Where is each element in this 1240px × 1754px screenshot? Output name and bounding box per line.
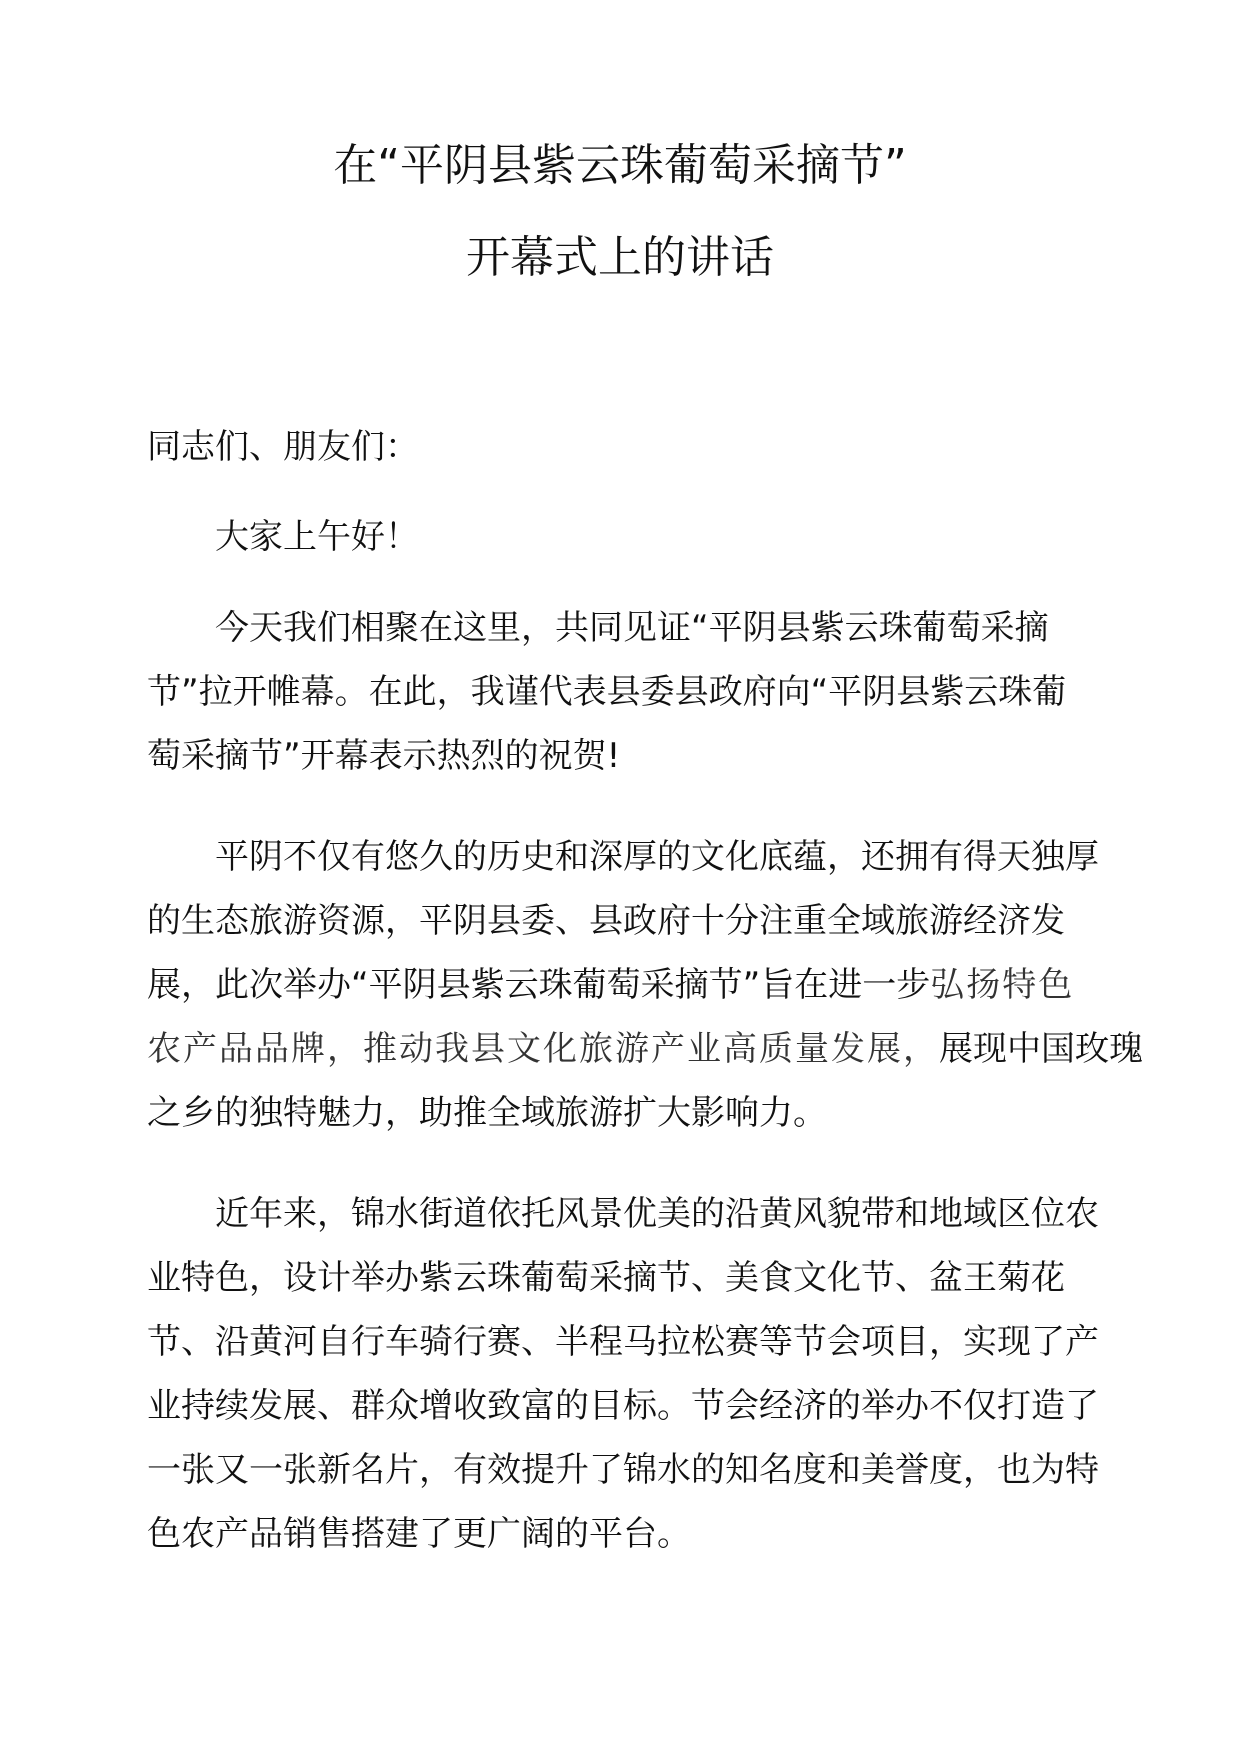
paragraph-line <box>147 1017 1143 1081</box>
paragraph-line: 业持续发展、群众增收致富的目标。节会经济的举办不仅打造了 <box>147 1386 1099 1426</box>
paragraph-2 <box>147 825 1143 1145</box>
paragraph-line: 一张又一张新名片，有效提升了锦水的知名度和美誉度，也为特 <box>147 1450 1099 1490</box>
paragraph-line-tail: 弘扬特色 <box>930 965 1075 1005</box>
title-line-2: 开幕式上的讲话 <box>466 232 774 283</box>
paragraph-line: 色农产品销售搭建了更广阔的平台。 <box>147 1514 691 1554</box>
paragraph-line: 节、沿黄河自行车骑行赛、半程马拉松赛等节会项目，实现了产 <box>147 1322 1099 1362</box>
paragraph-line: 近年来，锦水街道依托风景优美的沿黄风貌带和地域区位农 <box>215 1194 1099 1234</box>
paragraph-line <box>147 953 1102 1017</box>
paragraph-line-tail: 展现中国玫瑰 <box>939 1029 1143 1069</box>
title-line-1: 在“平阴县紫云珠葡萄采摘节” <box>333 140 907 191</box>
paragraph-line: 之乡的独特魅力，助推全域旅游扩大影响力。 <box>147 1093 827 1133</box>
paragraph-line: 节”拉开帷幕。在此，我谨代表县委县政府向“平阴县紫云珠葡 <box>147 672 1067 712</box>
paragraph-3 <box>147 1182 1102 1566</box>
paragraph-line: 今天我们相聚在这里，共同见证“平阴县紫云珠葡萄采摘 <box>215 608 1049 648</box>
salutation <box>147 415 1102 479</box>
greeting-text: 大家上午好！ <box>215 517 419 557</box>
paragraph-line-text: 农产品品牌，推动我县文化旅游产业高质量发展， <box>147 1029 939 1069</box>
paragraph-line: 的生态旅游资源，平阴县委、县政府十分注重全域旅游经济发 <box>147 901 1065 941</box>
salutation-text: 同志们、朋友们： <box>147 427 419 467</box>
paragraph-line-text: 展，此次举办“平阴县紫云珠葡萄采摘节”旨在进一步 <box>147 965 931 1005</box>
greeting <box>147 505 1102 569</box>
paragraph-line: 业特色，设计举办紫云珠葡萄采摘节、美食文化节、盆王菊花 <box>147 1258 1065 1298</box>
paragraph-line: 萄采摘节”开幕表示热烈的祝贺! <box>147 736 621 776</box>
paragraph-line: 平阴不仅有悠久的历史和深厚的文化底蕴，还拥有得天独厚 <box>215 837 1099 877</box>
paragraph-1 <box>147 596 1102 788</box>
